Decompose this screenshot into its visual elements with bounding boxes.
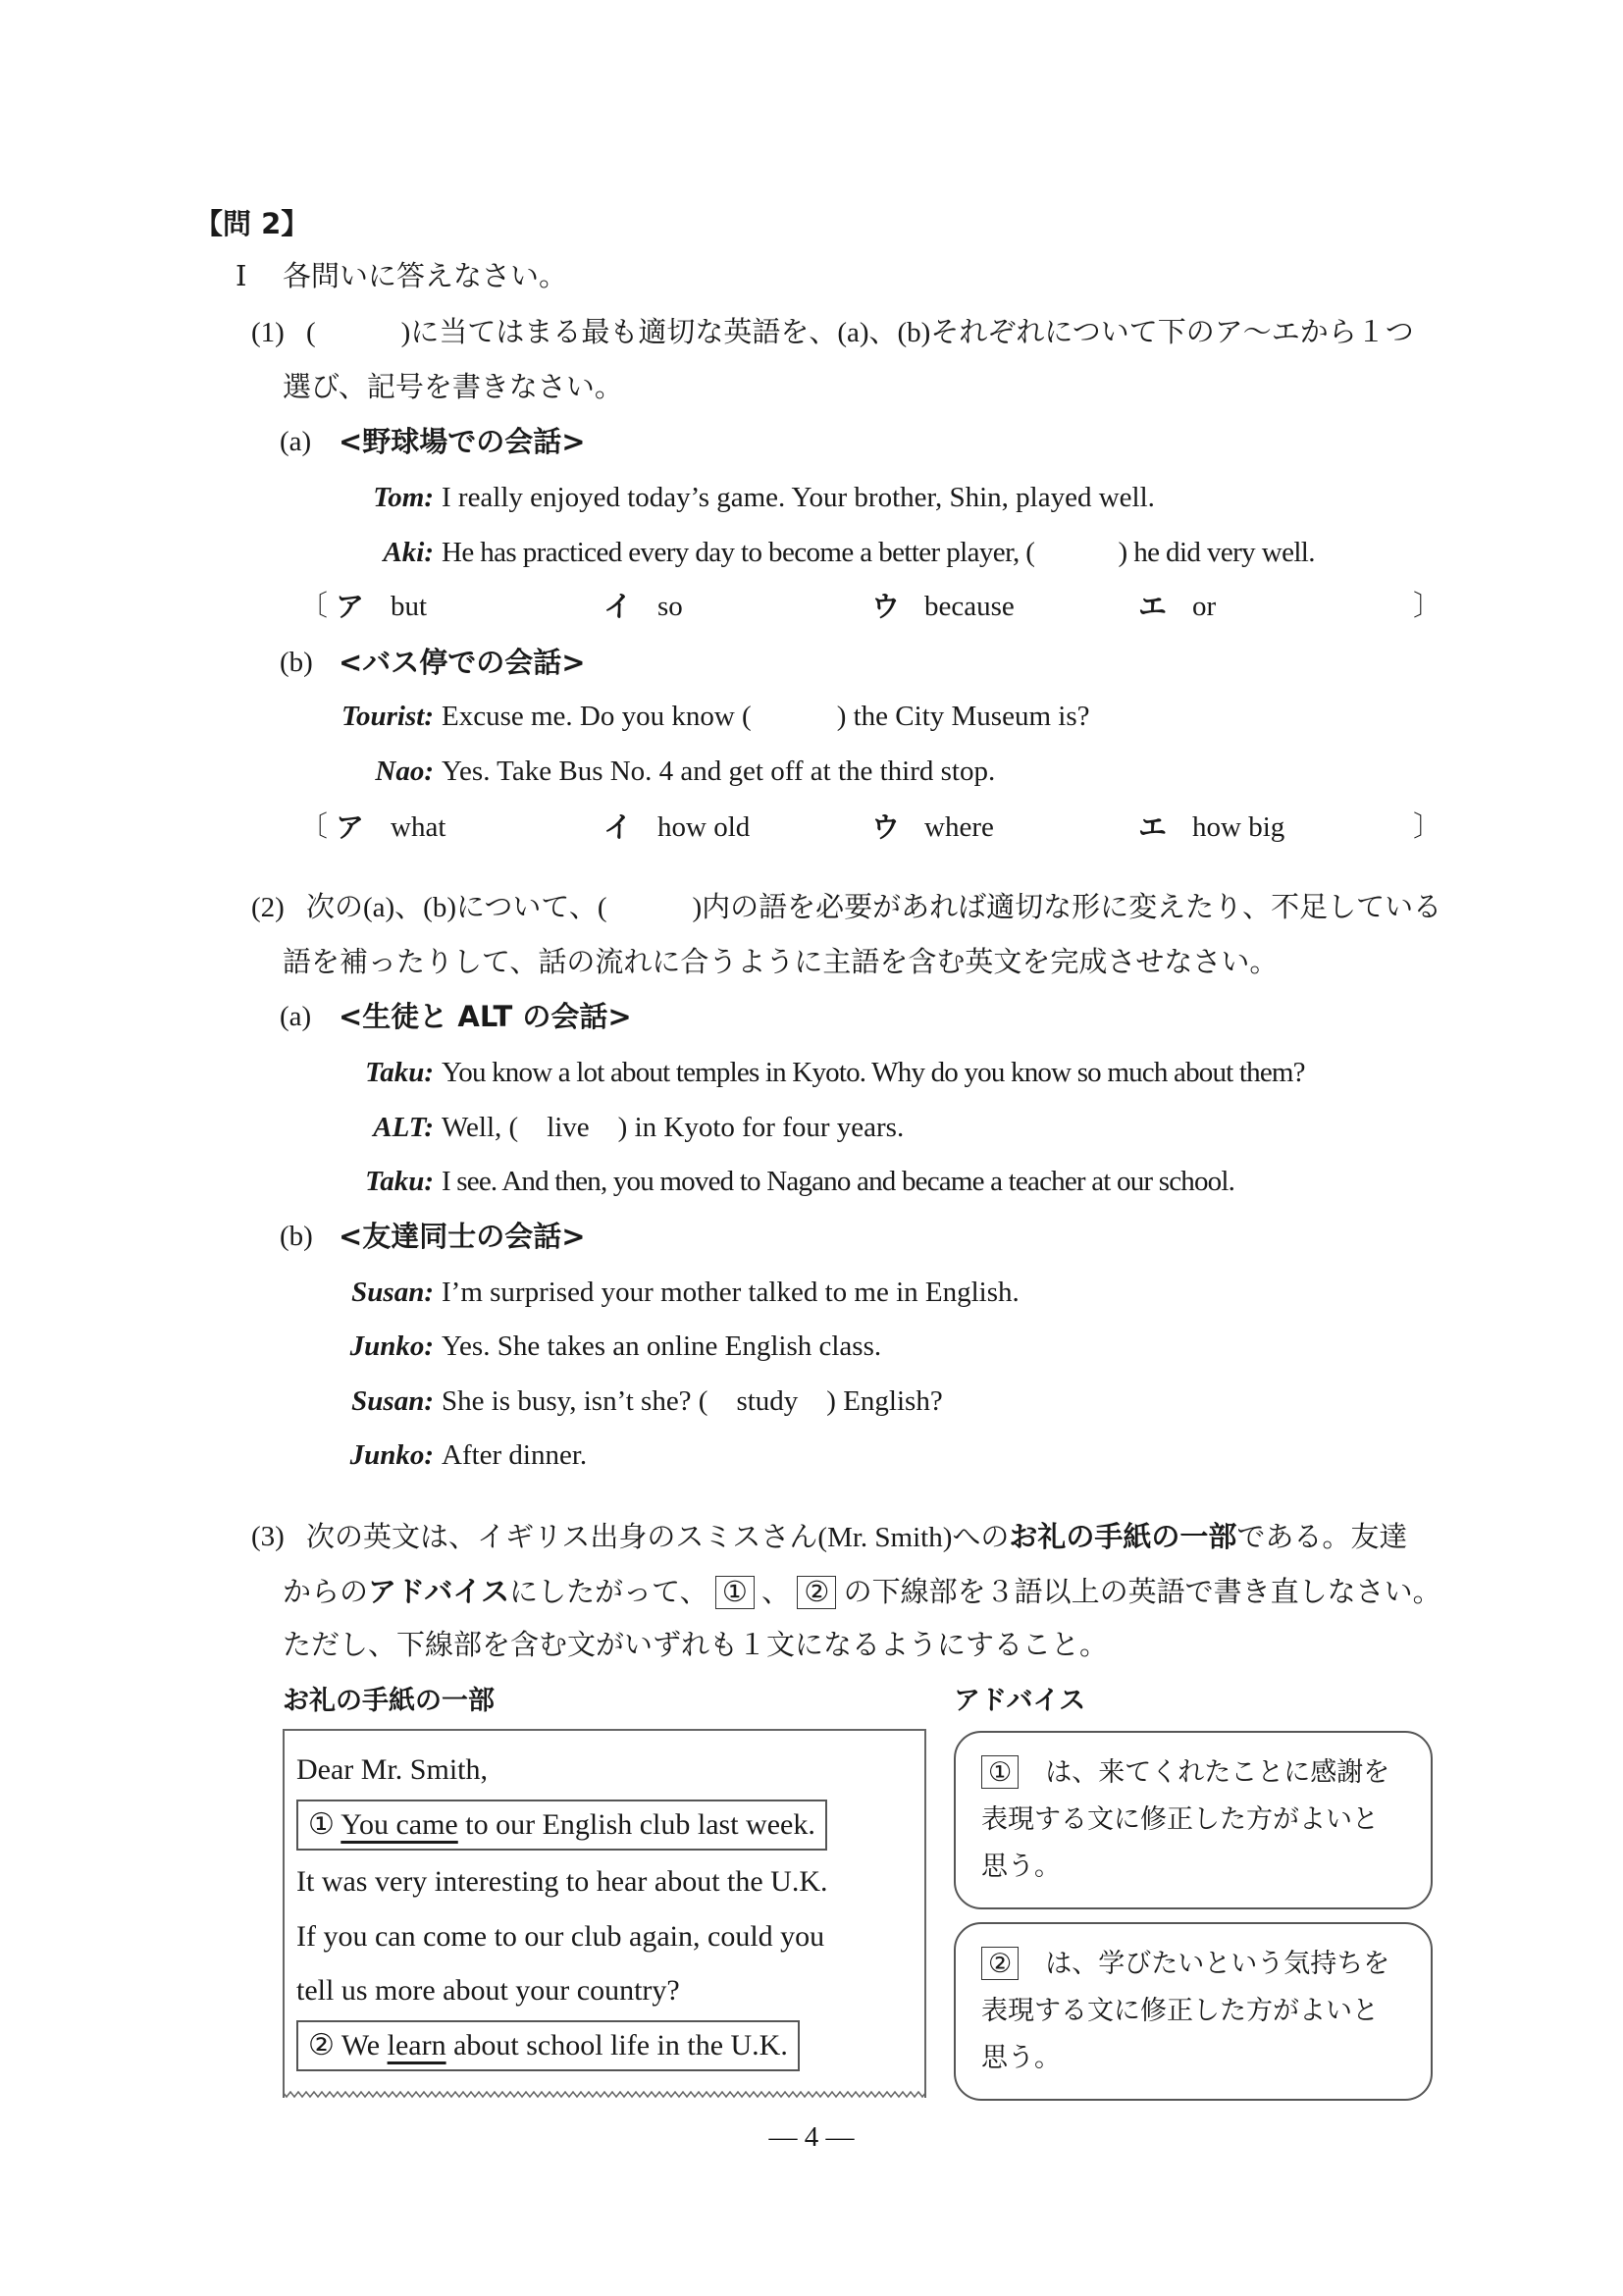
q3-text: の下線部を３語以上の英語で書き直しなさい。 — [843, 1577, 1441, 1608]
speaker: Susan: — [351, 1385, 434, 1417]
dialogue-line: I’m surprised your mother talked to me in English. — [442, 1277, 1020, 1308]
q2-instruction-line2: 語を補ったりして、話の流れに合うように主語を含む英文を完成させなさい。 — [283, 947, 1279, 978]
letter-heading: お礼の手紙の一部 — [283, 1686, 495, 1716]
section-number: Ⅰ — [236, 261, 247, 292]
choice-mark: ウ — [871, 590, 901, 623]
speaker: Aki: — [383, 537, 434, 568]
letter-line: If you can come to our club again, could you — [296, 1920, 825, 1953]
q2-instruction-line1: 次の(a)、(b)について、( )内の語を必要があれば適切な形に変えたり、不足している — [306, 892, 1442, 923]
q1-number: (1) — [251, 317, 285, 348]
letter-line: tell us more about your country? — [296, 1974, 680, 2007]
page-number: — 4 — — [768, 2121, 855, 2153]
q2b-label: (b) — [280, 1221, 313, 1252]
dialogue-line: I really enjoyed today’s game. Your brother, Shin, played well. — [442, 482, 1155, 513]
speaker: Tourist: — [340, 701, 434, 732]
q1-instruction-line2: 選び、記号を書きなさい。 — [283, 372, 623, 403]
speaker: Susan: — [351, 1277, 434, 1308]
choice-text: because — [924, 591, 1015, 622]
choice-mark: エ — [1138, 590, 1168, 623]
q1-instruction-line1: ( )に当てはまる最も適切な英語を、(a)、(b)それぞれについて下のア～エから１つ — [306, 317, 1414, 348]
speaker: Junko: — [349, 1331, 434, 1362]
sentence-text: We — [340, 2029, 388, 2061]
underlined-part: learn — [387, 2029, 446, 2061]
bracket-open: 〔 — [299, 811, 329, 843]
dialogue-line: She is busy, isn’t she? ( study ) English? — [442, 1385, 943, 1417]
advice-text: は、学びたいという気持ちを — [1045, 1949, 1390, 1978]
sentence-number: ① — [308, 1808, 335, 1841]
dialogue-line: Well, ( live ) in Kyoto for four years. — [442, 1112, 905, 1143]
q3-text: にしたがって、 — [509, 1577, 708, 1608]
choice-text: how old — [657, 811, 751, 843]
dialogue-line: Yes. Take Bus No. 4 and get off at the third stop. — [442, 756, 996, 787]
dialogue-line: Yes. She takes an online English class. — [442, 1331, 882, 1362]
q2-number: (2) — [251, 892, 285, 923]
question-heading: 【問 2】 — [194, 207, 310, 240]
sentence-text: to our English club last week. — [457, 1808, 815, 1841]
sentence-text: about school life in the U.K. — [445, 2029, 788, 2061]
dialogue-line: After dinner. — [442, 1439, 588, 1471]
underlined-part: You came — [340, 1808, 458, 1841]
choice-text: how big — [1192, 811, 1285, 843]
bracket-open: 〔 — [299, 591, 329, 622]
boxed-number: ② — [981, 1947, 1019, 1980]
dialogue-line: You know a lot about temples in Kyoto. Why do you know so much about them? — [442, 1057, 1305, 1088]
q3-emphasis: お礼の手紙の一部 — [1009, 1520, 1237, 1553]
letter-greeting: Dear Mr. Smith, — [296, 1753, 488, 1786]
choice-text: what — [391, 811, 446, 843]
choice-text: but — [391, 591, 428, 622]
sentence-2-box — [296, 2020, 800, 2071]
advice-text: 表現する文に修正した方がよいと — [981, 1996, 1379, 2025]
q3-instruction-line3: ただし、下線部を含む文がいずれも１文になるようにすること。 — [283, 1630, 1109, 1661]
sentence-number: ② — [308, 2029, 335, 2061]
q3-text: である。友達 — [1236, 1522, 1408, 1553]
choice-mark: ア — [336, 810, 365, 844]
q2b-title: <友達同士の会話> — [339, 1220, 586, 1253]
q3-text: 次の英文は、イギリス出身のスミスさん(Mr. Smith)への — [306, 1522, 1010, 1553]
q1a-label: (a) — [280, 426, 312, 457]
boxed-number: ① — [981, 1755, 1019, 1789]
q3-number: (3) — [251, 1521, 285, 1552]
choice-text: or — [1192, 591, 1217, 622]
bracket-close: 〕 — [1413, 811, 1442, 843]
speaker: Junko: — [349, 1439, 434, 1471]
speaker: Nao: — [375, 756, 434, 787]
q3-emphasis: アドバイス — [368, 1575, 510, 1608]
boxed-number: ② — [797, 1576, 836, 1609]
speaker: Taku: — [365, 1166, 434, 1197]
q1a-title: <野球場での会話> — [339, 425, 586, 458]
advice-heading: アドバイス — [954, 1686, 1086, 1716]
advice-text: は、来てくれたことに感謝を — [1045, 1757, 1390, 1787]
q1b-title: <バス停での会話> — [339, 646, 586, 679]
speaker: Tom: — [373, 482, 434, 513]
boxed-number: ① — [715, 1576, 755, 1609]
dialogue-line: Excuse me. Do you know ( ) the City Museum is? — [442, 701, 1090, 732]
bracket-close: 〕 — [1413, 591, 1442, 622]
advice-text: 表現する文に修正した方がよいと — [981, 1804, 1379, 1834]
section-instruction: 各問いに答えなさい。 — [283, 261, 568, 292]
choice-mark: ウ — [871, 810, 901, 844]
q3-text: 、 — [761, 1577, 791, 1608]
sentence-1-box — [296, 1800, 827, 1851]
speaker: ALT: — [373, 1112, 434, 1143]
choice-mark: イ — [603, 810, 633, 844]
q1b-label: (b) — [280, 647, 313, 678]
advice-box-2 — [954, 1922, 1433, 2101]
letter-excerpt — [283, 1729, 926, 2098]
speaker: Taku: — [365, 1057, 434, 1088]
q3-text: からの — [283, 1577, 369, 1608]
q2a-title: <生徒と ALT の会話> — [339, 1000, 632, 1033]
choice-mark: エ — [1138, 810, 1168, 844]
q3-instruction-line1 — [306, 1517, 1407, 1557]
choice-text: so — [657, 591, 683, 622]
dialogue-line: He has practiced every day to become a better player, ( ) he did very well. — [442, 537, 1315, 568]
choice-mark: ア — [336, 590, 365, 623]
advice-text: 思う。 — [981, 1852, 1061, 1881]
letter-line: It was very interesting to hear about the U.K. — [296, 1865, 828, 1898]
dialogue-line: I see. And then, you moved to Nagano and became a teacher at our school. — [442, 1166, 1235, 1197]
q3-instruction-line2 — [283, 1572, 1441, 1612]
advice-box-1 — [954, 1731, 1433, 1909]
torn-edge — [283, 2088, 926, 2100]
q2a-label: (a) — [280, 1001, 312, 1032]
advice-text: 思う。 — [981, 2043, 1061, 2072]
choice-mark: イ — [603, 590, 633, 623]
choice-text: where — [924, 811, 994, 843]
